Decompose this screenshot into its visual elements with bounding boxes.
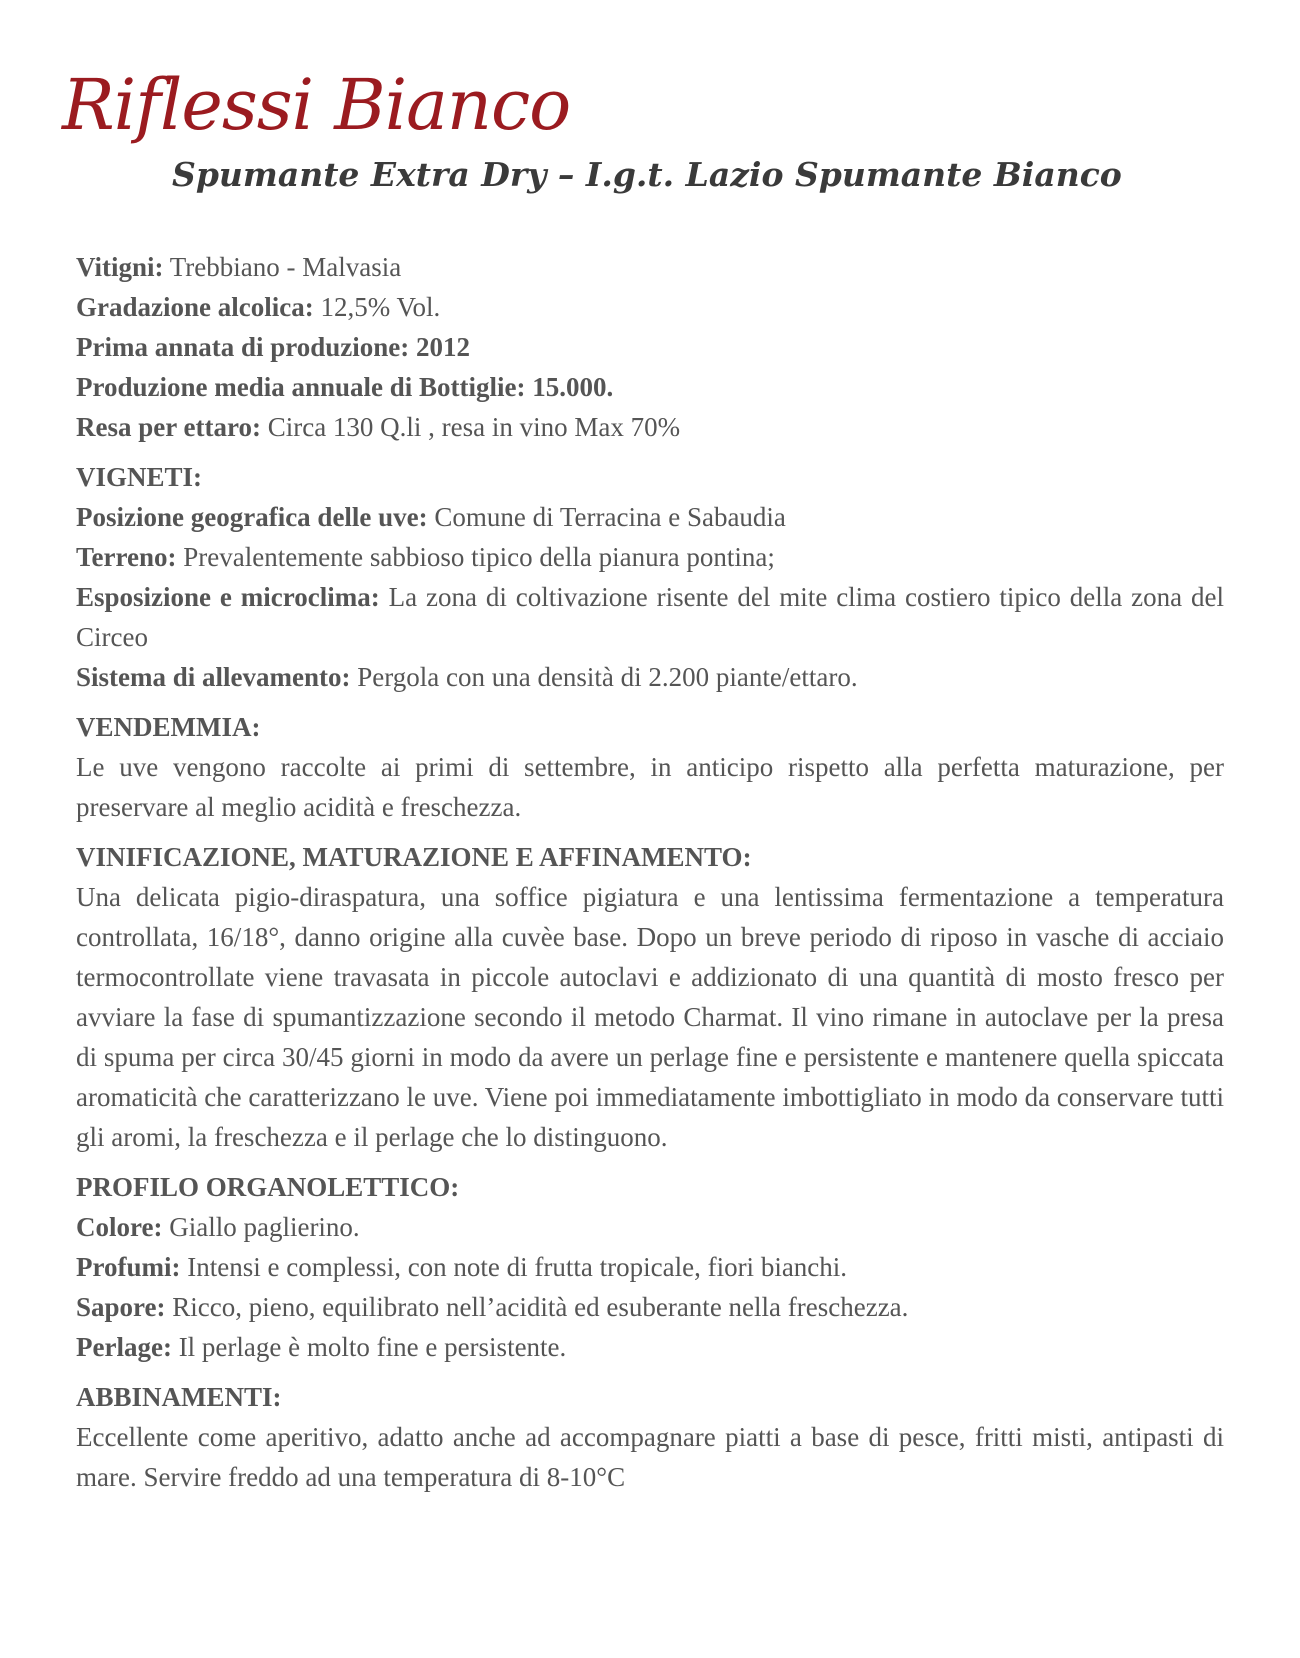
vigneti-posizione — [76, 497, 1224, 537]
field-label: Terreno: — [76, 542, 177, 572]
document-body — [76, 247, 1224, 1507]
section-heading: VIGNETI: — [76, 462, 203, 492]
profilo-profumi — [76, 1247, 1224, 1287]
wine-title: Riflessi Bianco — [62, 64, 571, 146]
info-label: Produzione media annuale di Bottiglie: 15.000. — [76, 372, 614, 402]
info-label: Prima annata di produzione: 2012 — [76, 332, 471, 362]
info-row-gradazione — [76, 287, 1224, 327]
info-row-resa — [76, 407, 1224, 447]
section-heading: ABBINAMENTI: — [76, 1382, 282, 1412]
field-value: Comune di Terracina e Sabaudia — [427, 502, 786, 532]
info-label: Resa per ettaro: — [76, 412, 261, 442]
profilo-colore — [76, 1207, 1224, 1247]
vigneti-section — [76, 457, 1224, 697]
field-value: Prevalentemente sabbioso tipico della pianura pontina; — [176, 542, 775, 572]
abbinamenti-section — [76, 1377, 1224, 1497]
field-value: Intensi e complessi, con note di frutta tropicale, fiori bianchi. — [180, 1252, 848, 1282]
wine-subtitle: Spumante Extra Dry – I.g.t. Lazio Spumante Bianco — [172, 155, 1122, 194]
field-value: La zona di coltivazione risente del mite clima costiero tipico della zona del Circeo — [76, 582, 1224, 652]
profilo-sapore — [76, 1287, 1224, 1327]
section-heading: PROFILO ORGANOLETTICO: — [76, 1172, 460, 1202]
profilo-section — [76, 1167, 1224, 1367]
field-value: Giallo paglierino. — [162, 1212, 360, 1242]
vinificazione-section — [76, 837, 1224, 1157]
info-value: Trebbiano - Malvasia — [163, 252, 402, 282]
field-label: Esposizione e microclima: — [76, 582, 380, 612]
vinificazione-text: Una delicata pigio-diraspatura, una soffice pigiatura e una lentissima fermentazione a temperatura controllata, 16/18°, danno origine alla cuvèe base. Dopo un breve periodo di riposo in vasche di acciaio termocontrollate viene travasata in piccole autoclavi e addizionato di una quantità di mosto fresco per avviare la fase di spumantizzazione secondo il metodo Charmat. Il vino rimane in autoclave per la presa di spuma per circa 30/45 giorni in modo da avere un perlage fine e persistente e mantenere quella spiccata aromaticità che caratterizzano le uve. Viene poi immediatamente imbottigliato in modo da conservare tutti gli aromi, la freschezza e il perlage che lo distinguono. — [76, 882, 1224, 1152]
field-label: Sistema di allevamento: — [76, 662, 351, 692]
info-row-produzione — [76, 367, 1224, 407]
info-row-prima-annata — [76, 327, 1224, 367]
vigneti-terreno — [76, 537, 1224, 577]
abbinamenti-text: Eccellente come aperitivo, adatto anche ad accompagnare piatti a base di pesce, fritti misti, antipasti di mare. Servire freddo ad una temperatura di 8-10°C — [76, 1422, 1224, 1492]
profilo-perlage — [76, 1327, 1224, 1367]
info-value: Circa 130 Q.li , resa in vino Max 70% — [260, 412, 681, 442]
info-label: Gradazione alcolica: — [76, 292, 314, 322]
info-section — [76, 247, 1224, 447]
field-label: Colore: — [76, 1212, 163, 1242]
vigneti-esposizione — [76, 577, 1224, 657]
field-value: Il perlage è molto fine e persistente. — [171, 1332, 567, 1362]
vigneti-sistema — [76, 657, 1224, 697]
vendemmia-section — [76, 707, 1224, 827]
info-label: Vitigni: — [76, 252, 164, 282]
section-heading: VENDEMMIA: — [76, 712, 261, 742]
info-row-vitigni — [76, 247, 1224, 287]
field-label: Sapore: — [76, 1292, 166, 1322]
field-label: Profumi: — [76, 1252, 181, 1282]
field-label: Posizione geografica delle uve: — [76, 502, 428, 532]
info-value: 12,5% Vol. — [313, 292, 441, 322]
vendemmia-text: Le uve vengono raccolte ai primi di settembre, in anticipo rispetto alla perfetta maturazione, per preservare al meglio acidità e freschezza. — [76, 752, 1224, 822]
field-label: Perlage: — [76, 1332, 172, 1362]
section-heading: VINIFICAZIONE, MATURAZIONE E AFFINAMENTO: — [76, 842, 752, 872]
field-value: Ricco, pieno, equilibrato nell’acidità ed esuberante nella freschezza. — [165, 1292, 909, 1322]
field-value: Pergola con una densità di 2.200 piante/ettaro. — [350, 662, 858, 692]
